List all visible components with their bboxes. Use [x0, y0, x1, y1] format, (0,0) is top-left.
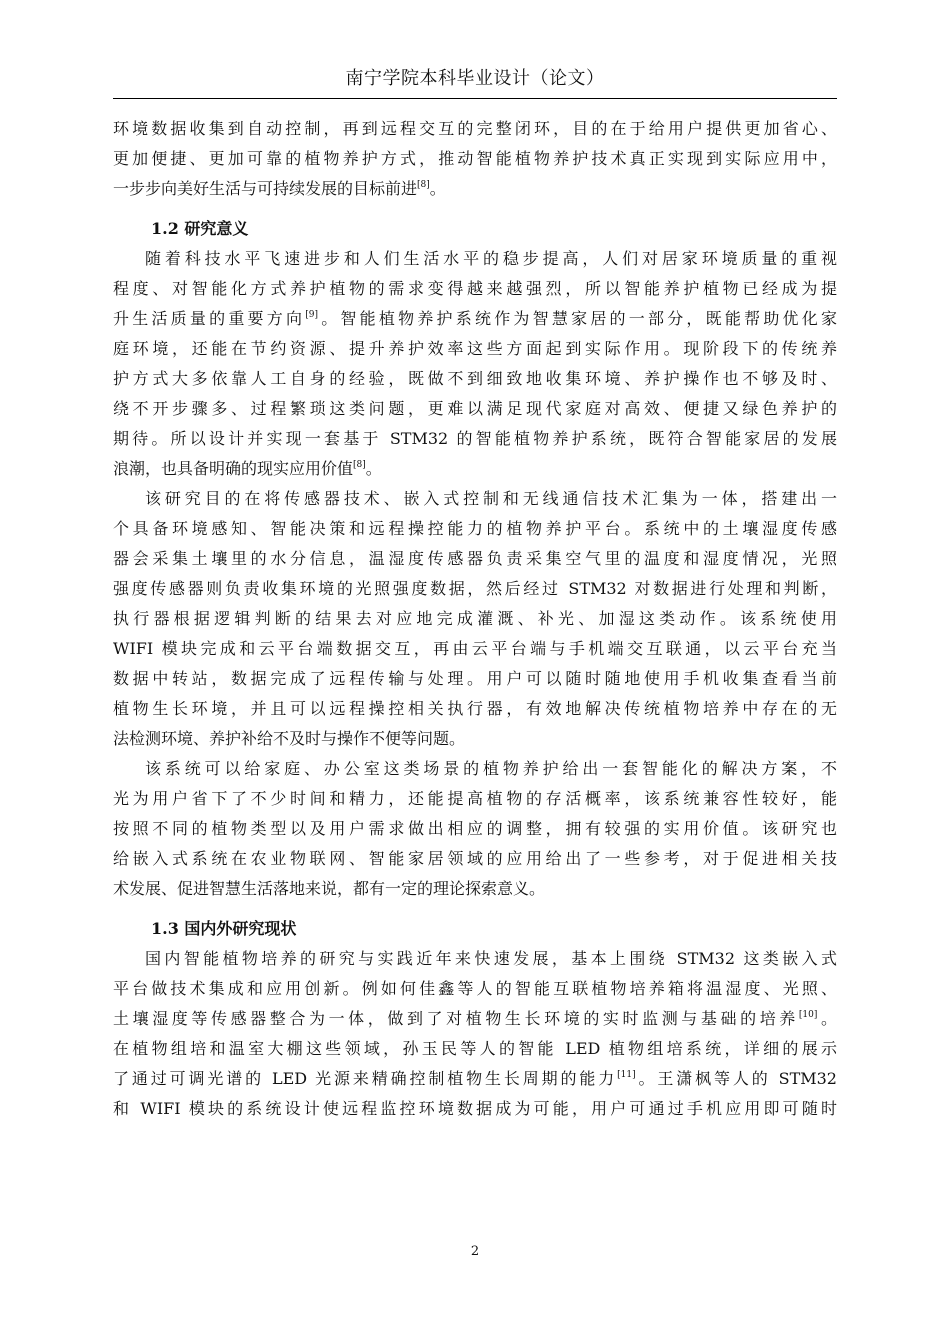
- paragraph: [113, 944, 837, 1124]
- page-number: 2: [470, 1244, 480, 1259]
- text-run: 植物生长环境，并且可以远程操控相关执行器，有效地解决传统植物培养中存在的无: [113, 699, 837, 718]
- text-run: WIFI 模块完成和云平台端数据交互，再由云平台端与手机端交互联通，以云平台充当: [113, 639, 837, 658]
- text-line: [113, 424, 837, 454]
- text-run: 按照不同的植物类型以及用户需求做出相应的调整，拥有较强的实用价值。该研究也: [113, 819, 837, 838]
- text-run: 该研究目的在将传感器技术、嵌入式控制和无线通信技术汇集为一体，搭建出一: [145, 489, 837, 508]
- text-line: [113, 944, 837, 974]
- text-line: [113, 664, 837, 694]
- text-run: 国内智能植物培养的研究与实践近年来快速发展，基本上围绕 STM32 这类嵌入式: [145, 949, 837, 968]
- text-line: [113, 694, 837, 724]
- text-run: 给嵌入式系统在农业物联网、智能家居领域的应用给出了一些参考，对于促进相关技: [113, 849, 837, 868]
- text-line: [113, 244, 837, 274]
- text-run: 期待。所以设计并实现一套基于 STM32 的智能植物养护系统，既符合智能家居的发展: [113, 429, 837, 448]
- section-heading: 1.3 国内外研究现状: [151, 919, 297, 938]
- text-run: 术发展、促进智慧生活落地来说，都有一定的理论探索意义。: [113, 879, 546, 898]
- text-run: 升生活质量的重要方向: [113, 309, 306, 328]
- text-line: [113, 724, 837, 754]
- text-line: [113, 174, 837, 204]
- paragraph: [113, 114, 837, 204]
- page-header: 南宁学院本科毕业设计（论文）: [113, 60, 837, 99]
- text-run: 和 WIFI 模块的系统设计使远程监控环境数据成为可能，用户可通过手机应用即可随时: [113, 1099, 837, 1118]
- text-run: 了通过可调光谱的 LED 光源来精确控制植物生长周期的能力: [113, 1069, 618, 1088]
- citation-ref: [8]: [417, 180, 430, 190]
- text-line: [113, 844, 837, 874]
- text-line: [113, 334, 837, 364]
- text-line: [113, 274, 837, 304]
- text-line: [113, 1064, 837, 1094]
- text-run: 更加便捷、更加可靠的植物养护方式，推动智能植物养护技术真正实现到实际应用中，: [113, 149, 837, 168]
- text-line: [113, 784, 837, 814]
- text-run: 。: [429, 179, 446, 198]
- text-run: 。王潇枫等人的 STM32: [635, 1069, 837, 1088]
- text-line: [113, 754, 837, 784]
- text-run: 在植物组培和温室大棚这些领域，孙玉民等人的智能 LED 植物组培系统，详细的展示: [113, 1039, 837, 1058]
- citation-ref: [8]: [353, 460, 366, 470]
- text-line: [113, 144, 837, 174]
- text-run: 随着科技水平飞速进步和人们生活水平的稳步提高，人们对居家环境质量的重视: [145, 249, 837, 268]
- text-run: 环境数据收集到自动控制，再到远程交互的完整闭环，目的在于给用户提供更加省心、: [113, 119, 837, 138]
- text-line: [113, 364, 837, 394]
- paragraph: [113, 754, 837, 904]
- text-line: [113, 454, 837, 484]
- citation-ref: [10]: [798, 1010, 818, 1020]
- text-run: 。: [365, 459, 382, 478]
- text-line: [113, 974, 837, 1004]
- text-run: 庭环境，还能在节约资源、提升养护效率这些方面起到实际作用。现阶段下的传统养: [113, 339, 837, 358]
- text-line: [113, 574, 837, 604]
- text-run: 个具备环境感知、智能决策和远程操控能力的植物养护平台。系统中的土壤湿度传感: [113, 519, 837, 538]
- section-heading: 1.2 研究意义: [151, 219, 249, 238]
- text-line: [113, 394, 837, 424]
- paragraph: [113, 244, 837, 484]
- text-run: 护方式大多依靠人工自身的经验，既做不到细致地收集环境、养护操作也不够及时、: [113, 369, 837, 388]
- text-line: [113, 514, 837, 544]
- text-run: 执行器根据逻辑判断的结果去对应地完成灌溉、补光、加湿这类动作。该系统使用: [113, 609, 837, 628]
- citation-ref: [9]: [305, 310, 318, 320]
- text-line: [113, 874, 837, 904]
- text-run: 程度、对智能化方式养护植物的需求变得越来越强烈，所以智能养护植物已经成为提: [113, 279, 837, 298]
- document-body: [113, 114, 837, 1124]
- text-run: 平台做技术集成和应用创新。例如何佳鑫等人的智能互联植物培养箱将温湿度、光照、: [113, 979, 837, 998]
- paragraph: [113, 484, 837, 754]
- text-line: [113, 1034, 837, 1064]
- text-line: [113, 634, 837, 664]
- text-line: [113, 604, 837, 634]
- text-run: 法检测环境、养护补给不及时与操作不便等问题。: [113, 729, 466, 748]
- text-run: 土壤湿度等传感器整合为一体，做到了对植物生长环境的实时监测与基础的培养: [113, 1009, 799, 1028]
- text-run: 光为用户省下了不少时间和精力，还能提高植物的存活概率，该系统兼容性较好，能: [113, 789, 837, 808]
- text-line: [113, 544, 837, 574]
- text-line: [113, 484, 837, 514]
- text-run: 浪潮，也具备明确的现实应用价值: [113, 459, 354, 478]
- text-run: 强度传感器则负责收集环境的光照强度数据，然后经过 STM32 对数据进行处理和判断，: [113, 579, 837, 598]
- text-run: 数据中转站，数据完成了远程传输与处理。用户可以随时随地使用手机收集查看当前: [113, 669, 837, 688]
- text-run: 。: [817, 1009, 837, 1028]
- text-line: [113, 814, 837, 844]
- text-run: 该系统可以给家庭、办公室这类场景的植物养护给出一套智能化的解决方案，不: [145, 759, 837, 778]
- text-line: [113, 1004, 837, 1034]
- text-line: [113, 114, 837, 144]
- text-line: [113, 304, 837, 334]
- text-line: [113, 1094, 837, 1124]
- text-run: 器会采集土壤里的水分信息，温湿度传感器负责采集空气里的温度和湿度情况，光照: [113, 549, 837, 568]
- text-run: 绕不开步骤多、过程繁琐这类问题，更难以满足现代家庭对高效、便捷又绿色养护的: [113, 399, 837, 418]
- text-run: 。智能植物养护系统作为智慧家居的一部分，既能帮助优化家: [317, 309, 837, 328]
- text-run: 一步步向美好生活与可持续发展的目标前进: [113, 179, 418, 198]
- citation-ref: [11]: [617, 1070, 636, 1080]
